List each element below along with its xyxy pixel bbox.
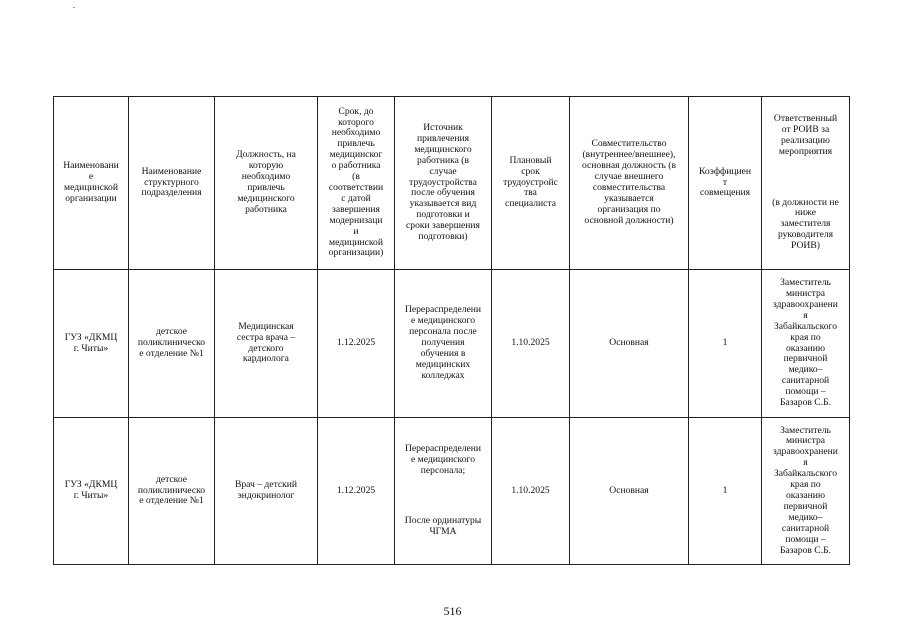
header-deadline: Срок, до которого необходимо привлечь медицинског о работника (в соответствии с датой завершения модернизаци и медицинской организации) (318, 97, 395, 270)
scan-mark (73, 7, 75, 8)
cell-division: детское поликлиническо е отделение №1 (129, 270, 215, 418)
cell-position: Медицинская сестра врача – детского кардиолога (215, 270, 318, 418)
cell-coefficient: 1 (689, 270, 762, 418)
header-responsible-note: (в должности не ниже заместителя руководителя РОИВ) (772, 196, 839, 252)
header-planned-date: Плановый срок трудоустройс тва специалиста (492, 97, 570, 270)
cell-deadline: 1.12.2025 (318, 270, 395, 418)
header-combination: Совместительство (внутреннее/внешнее), основная должность (в случае внешнего совместительства указывается организация по основной должности) (570, 97, 689, 270)
staffing-table (53, 96, 850, 565)
cell-planned-date: 1.10.2025 (492, 418, 570, 565)
cell-source (395, 418, 492, 565)
cell-planned-date: 1.10.2025 (492, 270, 570, 418)
header-organization: Наименовани е медицинской организации (54, 97, 129, 270)
cell-responsible: Заместитель министра здравоохранени я Забайкальского края по оказанию первичной медико– санитарной помощи – Базаров С.Б. (762, 270, 850, 418)
header-coefficient: Коэффициен т совмещения (689, 97, 762, 270)
cell-combination: Основная (570, 418, 689, 565)
cell-coefficient: 1 (689, 418, 762, 565)
header-position: Должность, на которую необходимо привлечь медицинского работника (215, 97, 318, 270)
header-source: Источник привлечения медицинского работника (в случае трудоустройства после обучения указывается вид подготовки и сроки завершения подготовки) (395, 97, 492, 270)
cell-source-main: Перераспределени е медицинского персонала; (404, 442, 482, 476)
cell-division: детское поликлиническо е отделение №1 (129, 418, 215, 565)
page-number: 516 (443, 604, 462, 618)
table-row (54, 418, 850, 565)
cell-source-extra: После ординатуры ЧГМА (404, 515, 482, 538)
cell-position: Врач – детский эндокринолог (215, 418, 318, 565)
header-responsible (762, 97, 850, 270)
cell-combination: Основная (570, 270, 689, 418)
header-division: Наименование структурного подразделения (129, 97, 215, 270)
cell-organization: ГУЗ «ДКМЦ г. Читы» (54, 270, 129, 418)
header-responsible-title: Ответственный от РОИВ за реализацию мероприятия (773, 112, 838, 157)
table-header-row (54, 97, 850, 270)
cell-deadline: 1.12.2025 (318, 418, 395, 565)
table-row (54, 270, 850, 418)
cell-source: Перераспределени е медицинского персонала после получения обучения в медицинских колледжах (395, 270, 492, 418)
cell-responsible: Заместитель министра здравоохранени я Забайкальского края по оказанию первичной медико– санитарной помощи – Базаров С.Б. (762, 418, 850, 565)
cell-organization: ГУЗ «ДКМЦ г. Читы» (54, 418, 129, 565)
